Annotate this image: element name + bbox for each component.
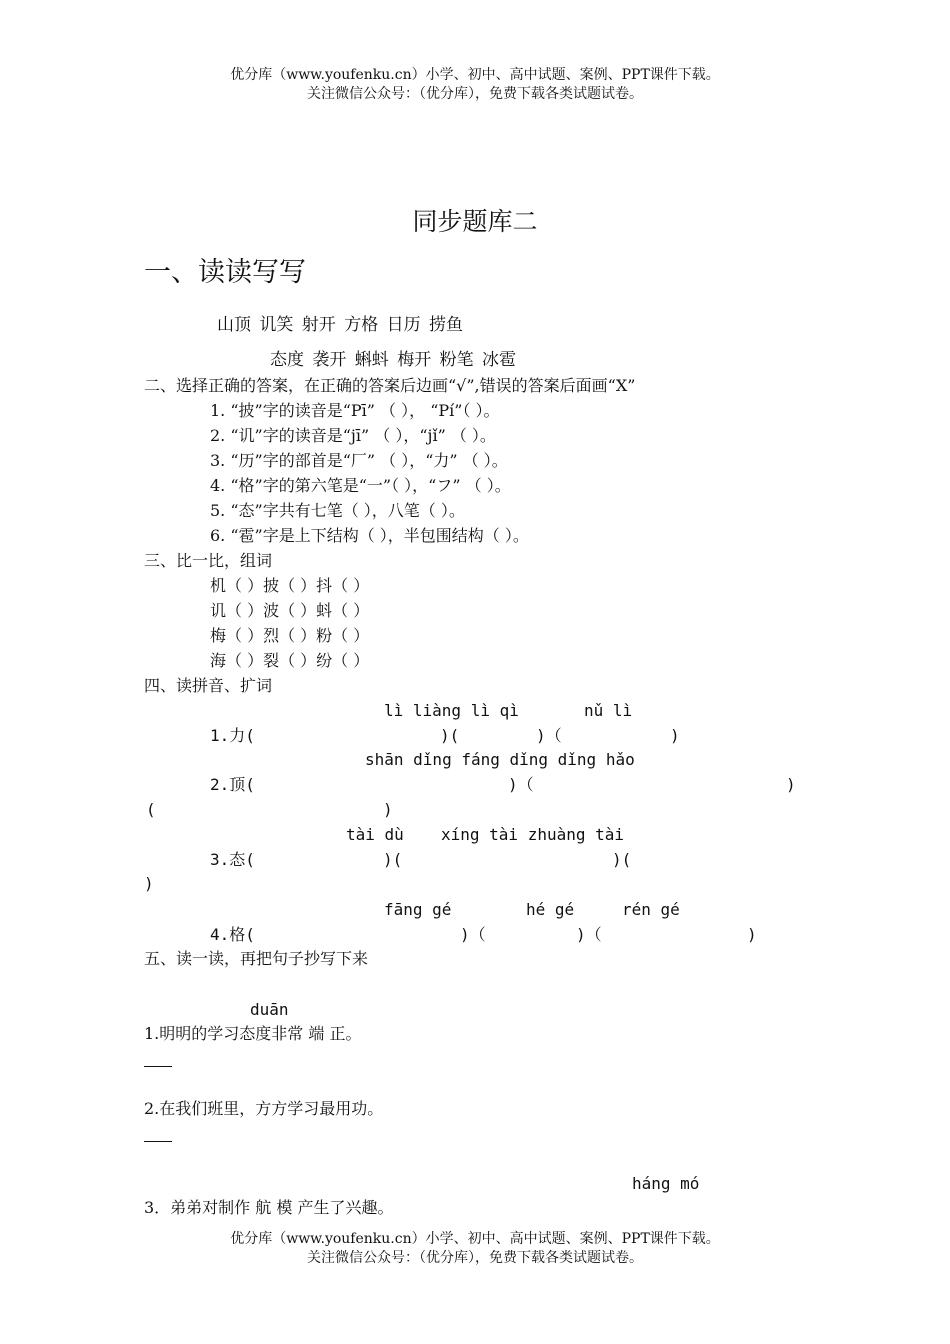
section-3-heading: 三、比一比，组词 <box>144 551 273 570</box>
sentence-3-pinyin: háng mó <box>632 1174 700 1193</box>
choice-item-1: 1. “披”字的读音是“Pī” （ ）， “Pí”（ ）。 <box>210 401 500 420</box>
choice-item-2: 2. “讥”字的读音是“jī” （ ），“jǐ” （ ）。 <box>210 426 496 445</box>
q3-label: 3.态( <box>210 850 255 869</box>
q4-paren-1: )（ <box>460 925 486 944</box>
q4-paren-3: ) <box>747 925 757 944</box>
q3-pinyin-b: xíng tài zhuàng tài <box>441 825 625 844</box>
q1-paren-1: )( <box>440 726 460 745</box>
q1-pinyin-b: nǔ lì <box>584 701 633 720</box>
q2-label: 2.顶( <box>210 775 255 794</box>
q1-paren-2: )（ <box>536 726 562 745</box>
header-line-2: 关注微信公众号：（优分库），免费下载各类试题试卷。 <box>307 86 643 102</box>
q2-paren-3: ( <box>146 800 156 819</box>
section-2-heading: 二、选择正确的答案，在正确的答案后边画“√”,错误的答案后面画“X” <box>144 376 636 395</box>
compare-row-2: 讥（ ）波（ ）蚪（ ） <box>210 601 370 620</box>
sentence-1: 1.明明的学习态度非常 端 正。 <box>144 1024 362 1043</box>
q1-pinyin-a: lì liàng lì qì <box>384 701 519 720</box>
footer-line-2: 关注微信公众号：（优分库），免费下载各类试题试卷。 <box>307 1250 643 1266</box>
q3-paren-2: )( <box>612 850 632 869</box>
q1-paren-3: ) <box>670 726 680 745</box>
sentence-1-pinyin: duān <box>250 1000 289 1019</box>
q3-pinyin-a: tài dù <box>346 825 404 844</box>
footer-line-1: 优分库（www.youfenku.cn）小学、初中、高中试题、案例、PPT课件下载。 <box>230 1231 720 1247</box>
q3-paren-3: ) <box>144 874 154 893</box>
compare-row-1: 机（ ）披（ ）抖（ ） <box>210 576 370 595</box>
q2-paren-2: ) <box>786 775 796 794</box>
choice-item-5: 5. “态”字共有七笔（ ），八笔（ ）。 <box>210 501 465 520</box>
q2-paren-1: )（ <box>508 775 534 794</box>
section-4-heading: 四、读拼音、扩词 <box>144 676 273 695</box>
sentence-3: 3．弟弟对制作 航 模 产生了兴趣。 <box>144 1198 394 1217</box>
section-1-heading: 一、读读写写 <box>144 257 306 288</box>
sentence-1-answer-line <box>144 1066 172 1067</box>
q1-label: 1.力( <box>210 726 255 745</box>
header-line-1: 优分库（www.youfenku.cn）小学、初中、高中试题、案例、PPT课件下载。 <box>230 67 720 83</box>
q4-paren-2: )（ <box>576 925 602 944</box>
q3-paren-1: )( <box>383 850 403 869</box>
q4-pinyin-a: fāng gé <box>384 900 452 919</box>
q4-label: 4.格( <box>210 925 255 944</box>
sentence-2-answer-line <box>144 1141 172 1142</box>
section-5-heading: 五、读一读，再把句子抄写下来 <box>144 949 369 968</box>
words-row-1: 山顶 讥笑 射开 方格 日历 捞鱼 <box>217 315 464 335</box>
choice-item-3: 3. “历”字的部首是“厂” （ ），“力” （ ）。 <box>210 451 508 470</box>
q4-pinyin-c: rén gé <box>622 900 680 919</box>
choice-item-4: 4. “格”字的第六笔是“一”（ ），“フ” （ ）。 <box>210 476 511 495</box>
sentence-2: 2.在我们班里，方方学习最用功。 <box>144 1099 384 1118</box>
page-title: 同步题库二 <box>412 207 538 236</box>
compare-row-3: 梅（ ）烈（ ）粉（ ） <box>210 626 370 645</box>
choice-item-6: 6. “雹”字是上下结构（ ），半包围结构（ ）。 <box>210 526 529 545</box>
q4-pinyin-b: hé gé <box>526 900 575 919</box>
q2-pinyin: shān dǐng fáng dǐng dǐng hǎo <box>365 750 635 769</box>
compare-row-4: 海（ ）裂（ ）纷（ ） <box>210 651 370 670</box>
words-row-2: 态度 袭开 蝌蚪 梅开 粉笔 冰雹 <box>270 350 517 370</box>
q2-paren-4: ) <box>383 800 393 819</box>
